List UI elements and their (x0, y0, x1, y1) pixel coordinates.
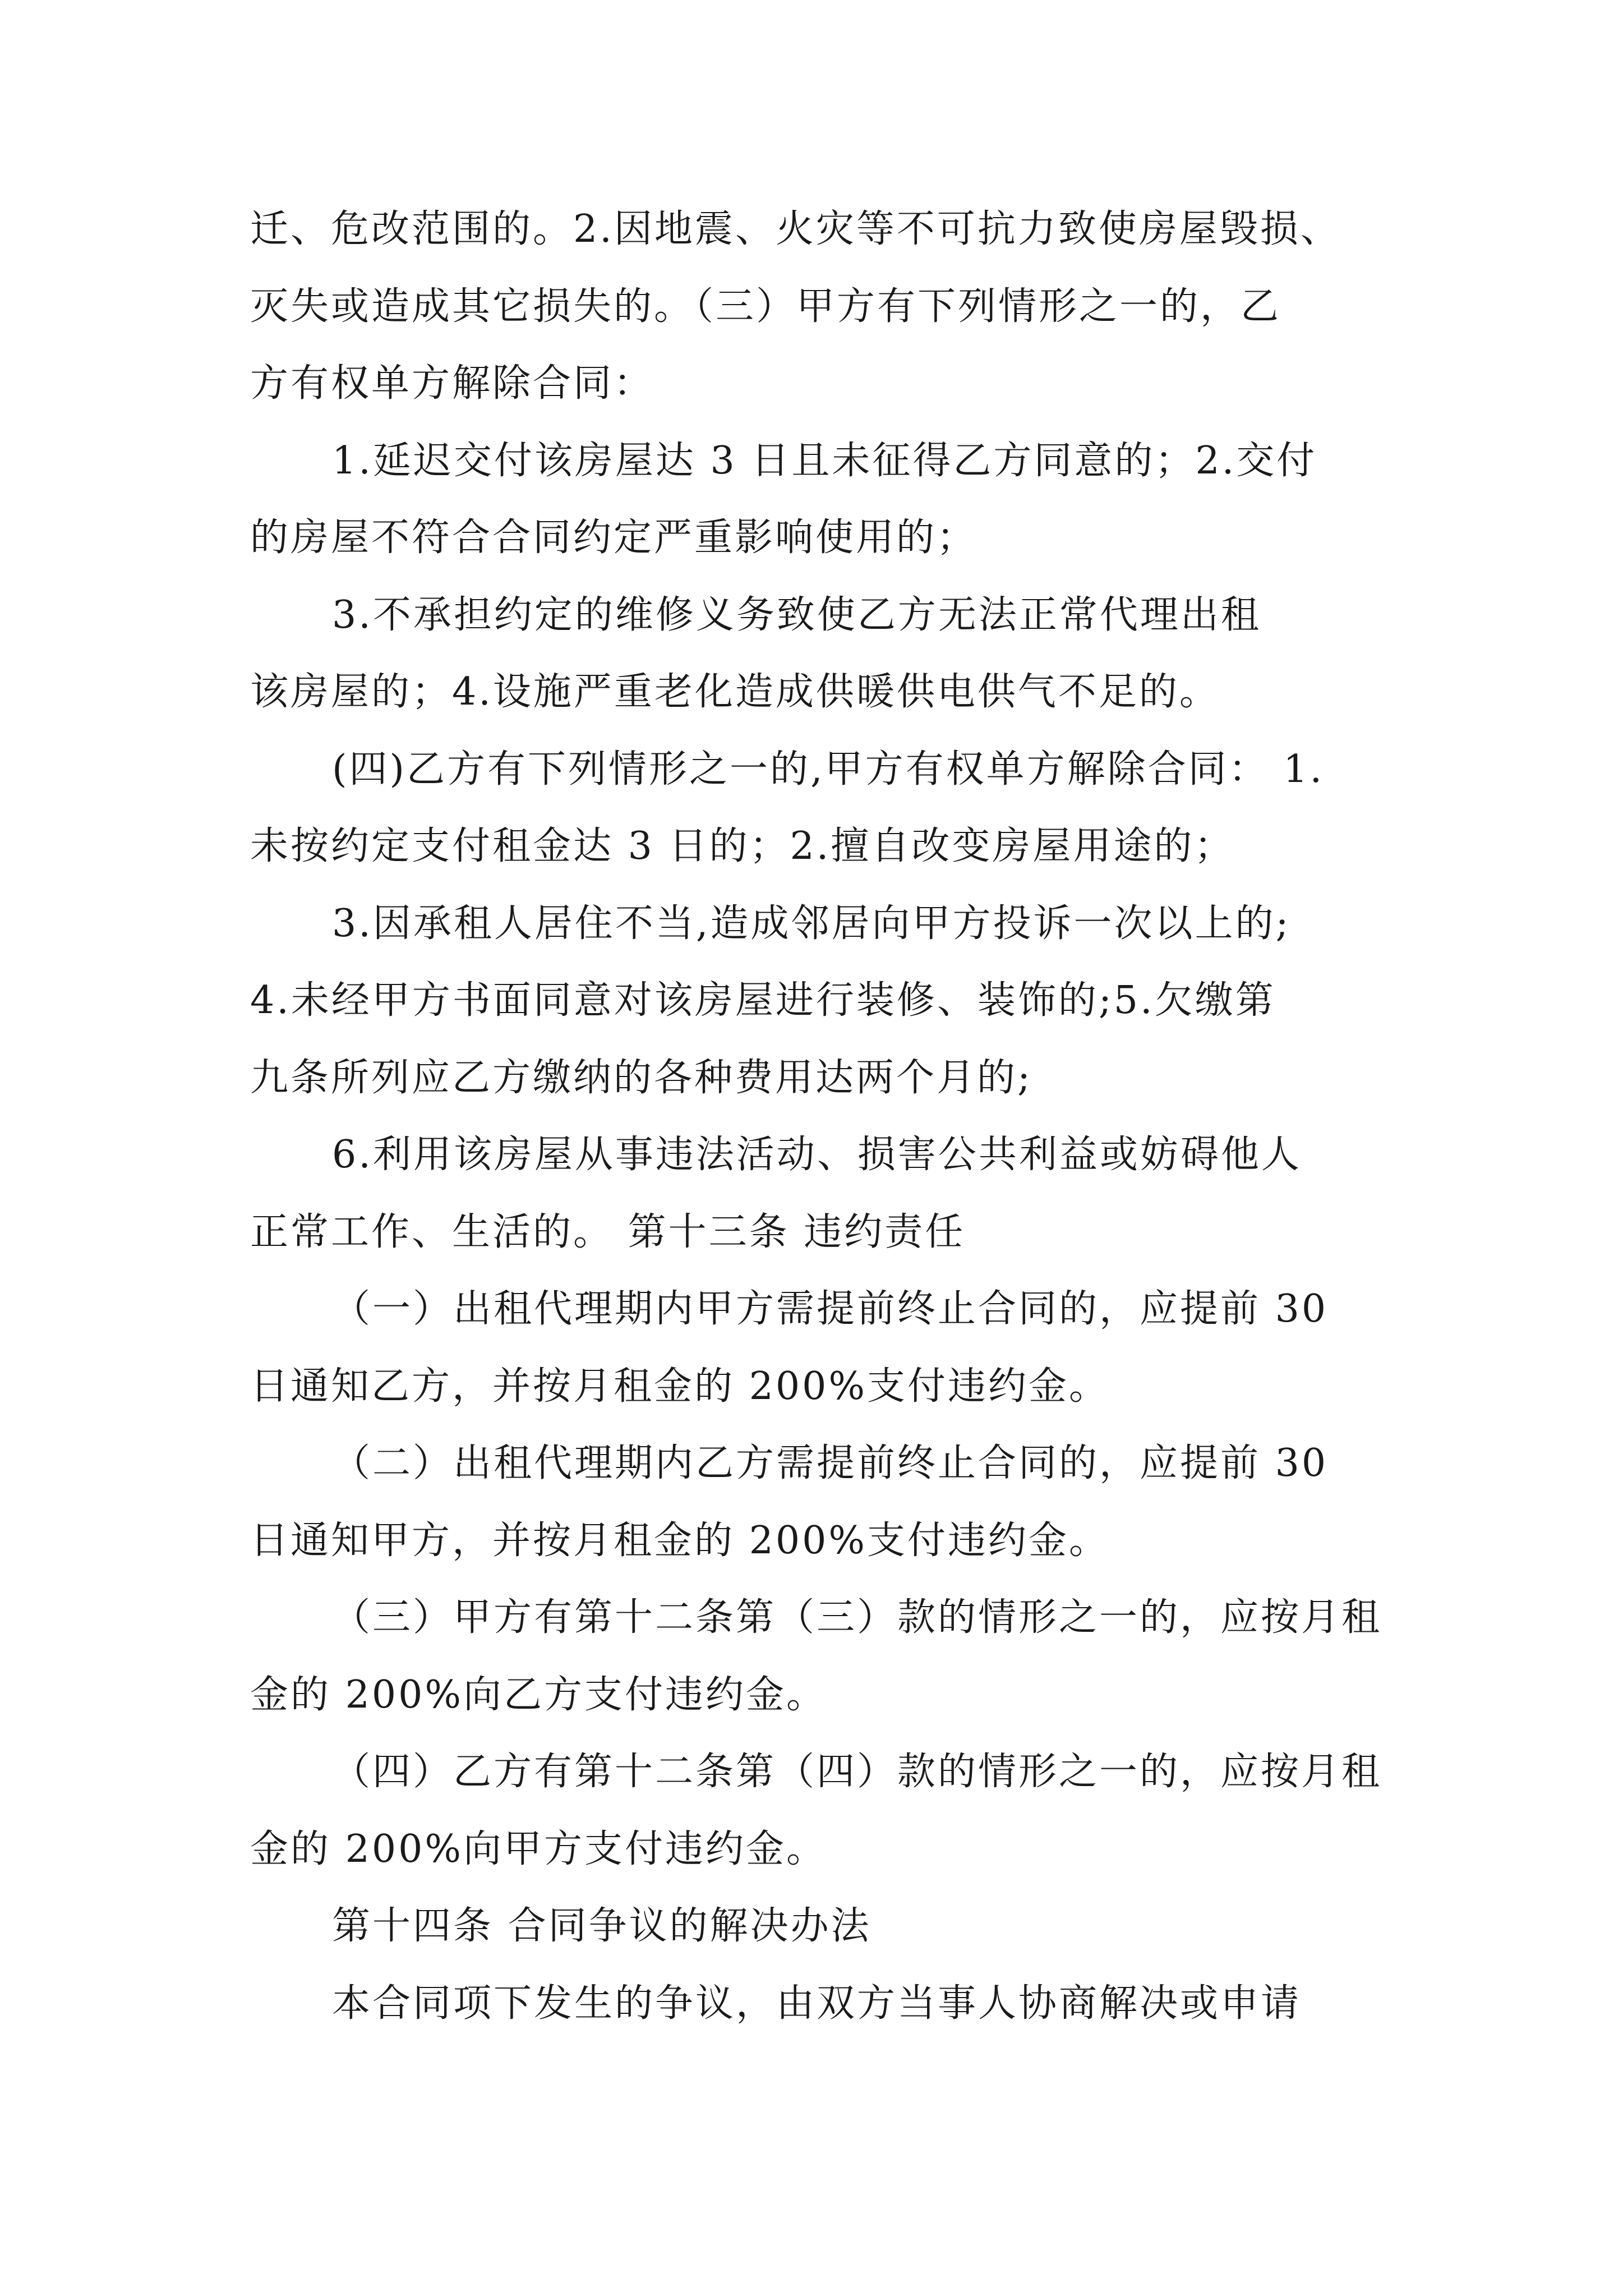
text-line: 迁、危改范围的。2.因地震、火灾等不可抗力致使房屋毁损、 (250, 207, 1341, 251)
text-line: 3.不承担约定的维修义务致使乙方无法正常代理出租 (332, 592, 1261, 637)
text-line: 方有权单方解除合同： (250, 361, 654, 406)
text-line: 4.未经甲方书面同意对该房屋进行装修、装饰的;5.欠缴第 (250, 978, 1276, 1023)
section-heading: 第十四条 合同争议的解决办法 (332, 1904, 872, 1948)
contract-text-body (250, 191, 1383, 2042)
text-line: 本合同项下发生的争议，由双方当事人协商解决或申请 (332, 1981, 1302, 2026)
text-line: 未按约定支付租金达 3 日的；2.擅自改变房屋用途的； (250, 824, 1235, 868)
text-line: 正常工作、生活的。 第十三条 违约责任 (250, 1209, 966, 1254)
text-line: 1.延迟交付该房屋达 3 日且未征得乙方同意的；2.交付 (332, 438, 1317, 483)
text-line: 6.利用该房屋从事违法活动、损害公共利益或妨碍他人 (332, 1133, 1302, 1177)
text-line: 的房屋不符合合同约定严重影响使用的； (250, 516, 978, 560)
text-line: 金的 200%向甲方支付违约金。 (250, 1826, 827, 1871)
text-line: 日通知乙方，并按月租金的 200%支付违约金。 (250, 1364, 1110, 1409)
text-line: （一）出租代理期内甲方需提前终止合同的，应提前 30 (332, 1287, 1329, 1331)
text-line: 灭失或造成其它损失的。（三）甲方有下列情形之一的，乙 (250, 284, 1281, 329)
text-line: (四)乙方有下列情形之一的,甲方有权单方解除合同： 1. (332, 747, 1325, 792)
text-line: （四）乙方有第十二条第（四）款的情形之一的，应按月租 (332, 1750, 1382, 1794)
text-line: 该房屋的；4.设施严重老化造成供暖供电供气不足的。 (250, 670, 1220, 714)
text-line: 金的 200%向乙方支付违约金。 (250, 1672, 827, 1717)
text-line: 日通知甲方，并按月租金的 200%支付违约金。 (250, 1518, 1110, 1563)
text-line: （三）甲方有第十二条第（三）款的情形之一的，应按月租 (332, 1595, 1382, 1640)
text-line: 3.因承租人居住不当,造成邻居向甲方投诉一次以上的; (332, 901, 1291, 946)
text-line: （二）出租代理期内乙方需提前终止合同的，应提前 30 (332, 1441, 1329, 1485)
text-line: 九条所列应乙方缴纳的各种费用达两个月的; (250, 1055, 1032, 1100)
